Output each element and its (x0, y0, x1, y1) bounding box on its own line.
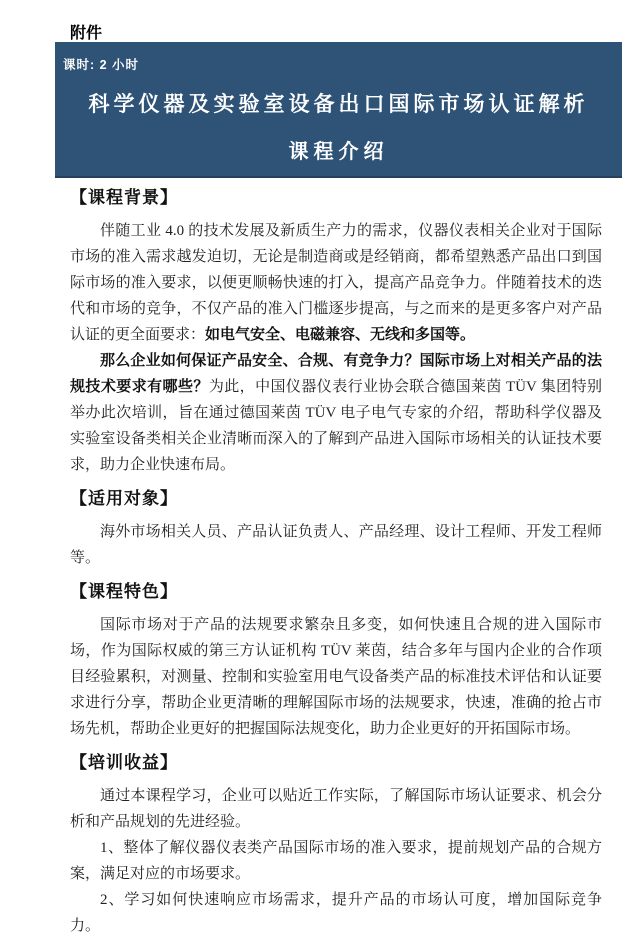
section-heading-audience: 【适用对象】 (70, 489, 178, 508)
course-title-line1: 科学仪器及实验室设备出口国际市场认证解析 (88, 93, 589, 116)
background-paragraph-2-text: 为此，中国仪器仪表行业协会联合德国莱茵 TÜV 集团特别举办此次培训，旨在通过德国莱茵 TÜV 电子电气专家的介绍，帮助科学仪器及实验室设备类相关企业清晰而深入的了解到产品进入国际市场相关的认证技术要求，助力企业快速布局。 (70, 379, 602, 473)
course-header-banner (55, 42, 622, 178)
attachment-label: 附件 (70, 25, 103, 42)
background-paragraph-2 (70, 348, 602, 478)
background-paragraph-1-bold-text: 如电气安全、电磁兼容、无线和多国等。 (205, 327, 476, 343)
section-heading-benefits: 【培训收益】 (70, 753, 178, 772)
document-body (70, 186, 602, 939)
background-paragraph-1 (70, 218, 602, 348)
section-heading-features: 【课程特色】 (70, 582, 178, 601)
course-duration-label: 课时: 2 小时 (63, 58, 140, 72)
benefits-list-item-1: 1、整体了解仪器仪表类产品国际市场的准入要求，提前规划产品的合规方案，满足对应的市场要求。 (70, 840, 602, 882)
features-paragraph: 国际市场对于产品的法规要求繁杂且多变，如何快速且合规的进入国际市场，作为国际权威的第三方认证机构 TÜV 莱茵，结合多年与国内企业的合作项目经验累积，对测量、控制和实验室用电气设备类产品的标准技术评估和认证要求进行分享，帮助企业更清晰的理解国际市场的法规要求，快速，准确的抢占市场先机，帮助企业更好的把握国际法规变化，助力企业更好的开拓国际市场。 (70, 617, 602, 737)
audience-paragraph: 海外市场相关人员、产品认证负责人、产品经理、设计工程师、开发工程师等。 (70, 524, 602, 566)
course-title-line2: 课程介绍 (288, 141, 389, 163)
benefits-list-item-2: 2、学习如何快速响应市场需求，提升产品的市场认可度，增加国际竞争力。 (70, 892, 602, 934)
section-heading-background: 【课程背景】 (70, 188, 178, 207)
background-paragraph-2-bold-text: 那么企业如何保证产品安全、合规、有竞争力？国际市场上对相关产品的法规技术要求有哪些？ (70, 353, 602, 395)
background-paragraph-1-text: 伴随工业 4.0 的技术发展及新质生产力的需求，仪器仪表相关企业对于国际市场的准入需求越发迫切，无论是制造商或是经销商，都希望熟悉产品出口到国际市场的准入要求，以便更顺畅快速的打入，提高产品竞争力。伴随着技术的迭代和市场的竞争，不仅产品的准入门槛逐步提高，与之而来的是更多客户对产品认证的更全面要求： (70, 223, 602, 343)
benefits-paragraph-intro: 通过本课程学习，企业可以贴近工作实际，了解国际市场认证要求、机会分析和产品规划的先进经验。 (70, 788, 602, 830)
